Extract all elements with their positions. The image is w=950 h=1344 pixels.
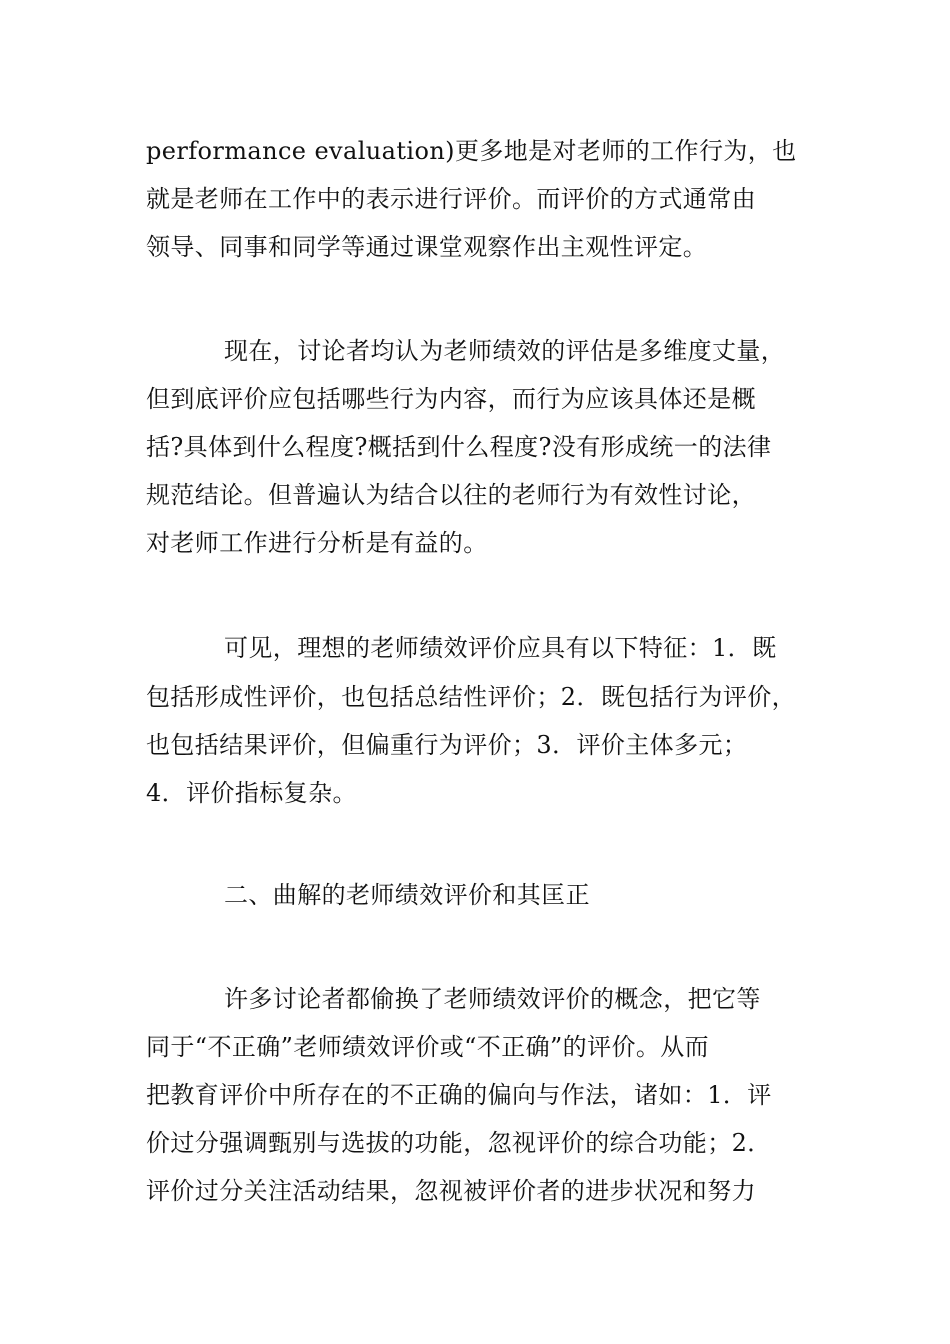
paragraph-5-line-3: 把教育评价中所存在的不正确的偏向与作法，诸如：1．评 xyxy=(146,1081,772,1109)
paragraph-5-line-5: 评价过分关注活动结果，忽视被评价者的进步状况和努力 xyxy=(146,1177,756,1205)
paragraph-2-line-4: 规范结论。但普遍认为结合以往的老师行为有效性讨论， xyxy=(146,481,756,509)
paragraph-5-line-2: 同于“不正确”老师绩效评价或“不正确”的评价。从而 xyxy=(146,1033,710,1061)
paragraph-1-line-3: 领导、同事和同学等通过课堂观察作出主观性评定。 xyxy=(146,233,708,261)
paragraph-2-line-5: 对老师工作进行分析是有益的。 xyxy=(146,529,488,557)
paragraph-1-line-2: 就是老师在工作中的表示进行评价。而评价的方式通常由 xyxy=(146,185,756,213)
paragraph-2-line-3: 括?具体到什么程度?概括到什么程度?没有形成统一的法律 xyxy=(146,433,772,461)
paragraph-3-line-3: 也包括结果评价，但偏重行为评价；3．评价主体多元； xyxy=(146,731,748,759)
paragraph-1-line-1: performance evaluation)更多地是对老师的工作行为，也 xyxy=(146,137,797,165)
section-heading: 二、曲解的老师绩效评价和其匡正 xyxy=(224,881,590,909)
paragraph-3-line-1: 可见，理想的老师绩效评价应具有以下特征：1．既 xyxy=(224,634,777,662)
paragraph-2-line-2: 但到底评价应包括哪些行为内容，而行为应该具体还是概 xyxy=(146,385,756,413)
paragraph-5-line-4: 价过分强调甄别与选拔的功能，忽视评价的综合功能；2． xyxy=(146,1129,772,1157)
paragraph-3-line-2: 包括形成性评价，也包括总结性评价；2．既包括行为评价， xyxy=(146,683,797,711)
paragraph-5-line-1: 许多讨论者都偷换了老师绩效评价的概念，把它等 xyxy=(224,985,761,1013)
paragraph-3-line-4: 4．评价指标复杂。 xyxy=(146,779,357,807)
paragraph-2-line-1: 现在，讨论者均认为老师绩效的评估是多维度丈量， xyxy=(224,337,786,365)
